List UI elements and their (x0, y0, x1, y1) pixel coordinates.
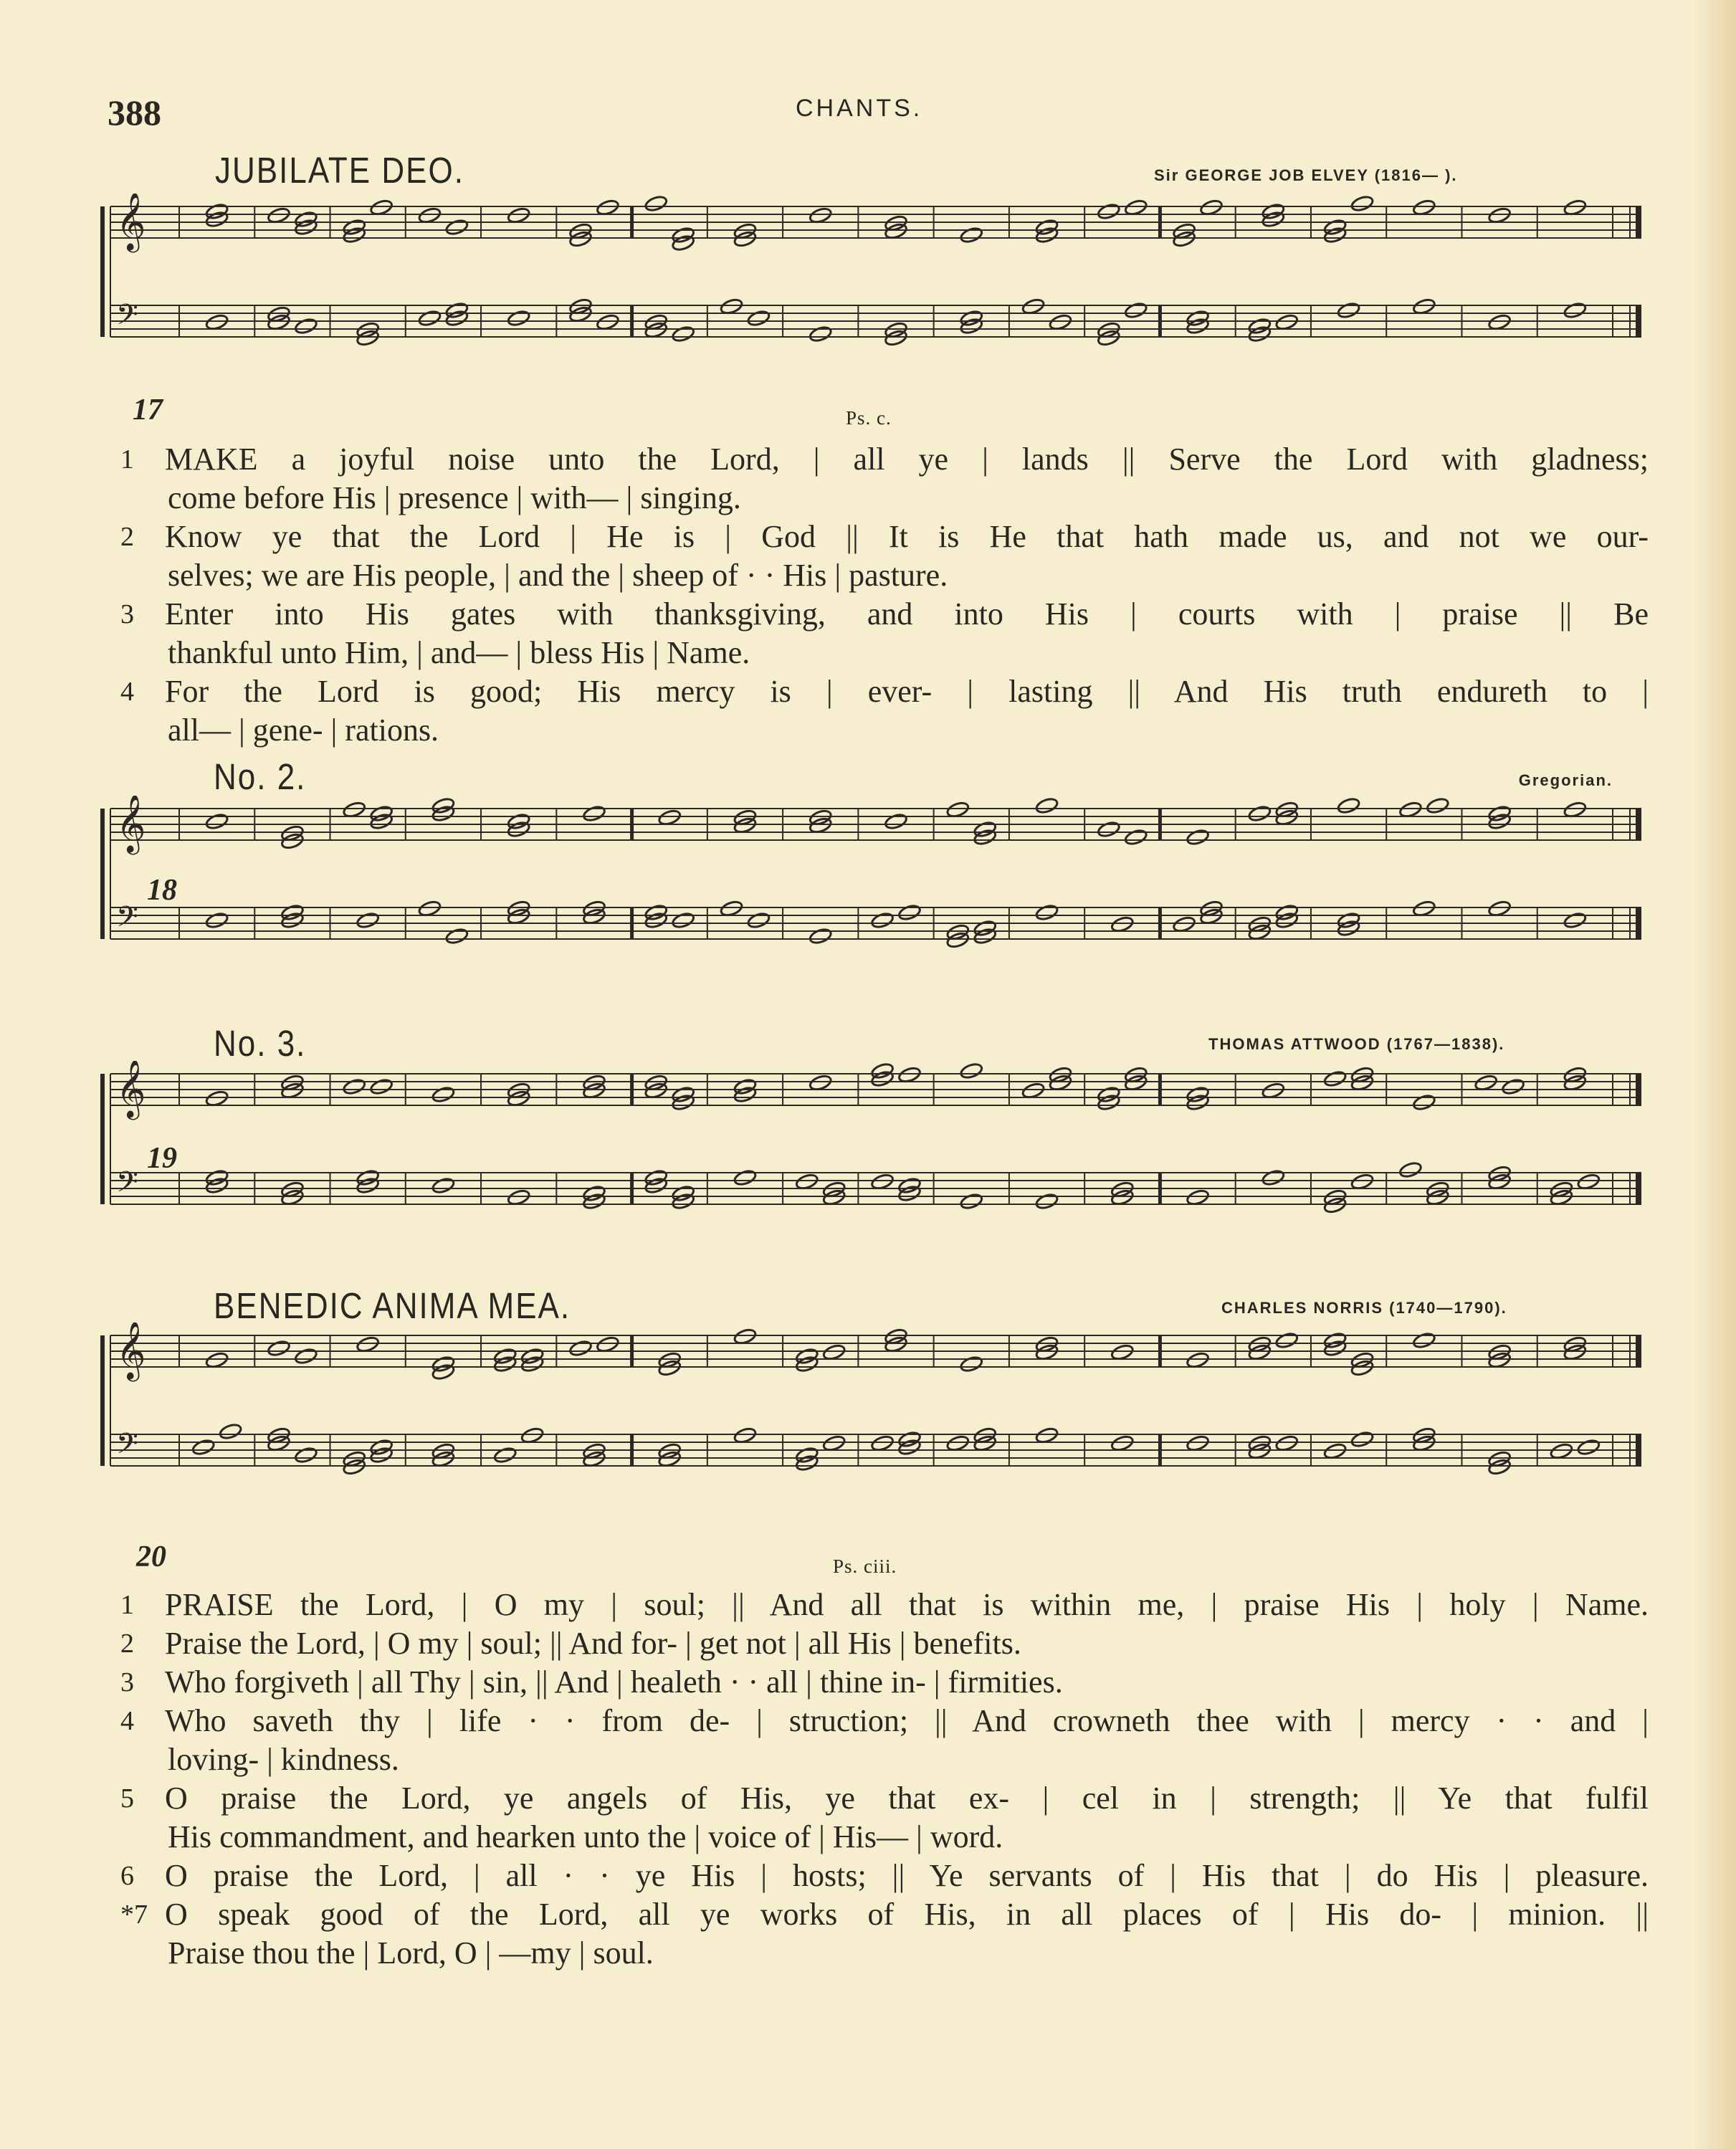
verse-line: PRAISE the Lord, | O my | soul; || And all that is within me, | praise His | holy | Name. (165, 1587, 1649, 1622)
chant-title: No. 2. (214, 757, 307, 798)
psalm-reference: Ps. ciii. (833, 1555, 897, 1577)
psalm-c-verses (115, 440, 1649, 750)
page-number: 388 (108, 92, 161, 133)
staff-engraving (100, 194, 1649, 387)
psalm-reference: Ps. c. (846, 407, 892, 429)
verse-line: Praise the Lord, | O my | soul; || And for- | get not | all His | benefits. (165, 1626, 1021, 1661)
composer-credit: THOMAS ATTWOOD (1767—1838). (1208, 1035, 1505, 1053)
verse (115, 1624, 1649, 1663)
chant-number: 18 (147, 874, 177, 907)
composer-credit: Sir GEORGE JOB ELVEY (1816— ). (1154, 166, 1458, 184)
svg-text:𝄢: 𝄢 (116, 1427, 138, 1467)
verse-line: O praise the Lord, ye angels of His, ye that ex- | cel in | strength; || Ye that fulfil (165, 1781, 1649, 1816)
verse-number: 5 (120, 1783, 134, 1814)
verse-line: O praise the Lord, | all · · ye His | hosts; || Ye servants of | His that | do His | pleasure. (165, 1858, 1649, 1893)
verse-line: Who forgiveth | all Thy | sin, || And | healeth · · all | thine in- | firmities. (165, 1664, 1063, 1700)
verse-line: MAKE a joyful noise unto the Lord, | all ye | lands || Serve the Lord with gladness; (165, 442, 1649, 477)
verse-number: *7 (120, 1900, 148, 1930)
page-edge-shadow (1693, 0, 1736, 2149)
verse-line: loving- | kindness. (168, 1742, 399, 1777)
verse (115, 1895, 1649, 1973)
verse-line: come before His | presence | with— | singing. (168, 480, 741, 515)
verse-number: 2 (120, 522, 134, 552)
verse-line: thankful unto Him, | and— | bless His | Name. (168, 635, 750, 670)
chant-title: No. 3. (214, 1024, 307, 1064)
svg-text:𝄢: 𝄢 (116, 900, 138, 940)
chant-number: 19 (147, 1142, 177, 1175)
verse-line: selves; we are His people, | and the | sheep of · · His | pasture. (168, 558, 948, 593)
verse-line: all— | gene- | rations. (168, 713, 439, 748)
chant-number: 20 (136, 1540, 166, 1573)
svg-text:𝄞: 𝄞 (116, 1323, 146, 1379)
music-system-20 (100, 1323, 1649, 1527)
verse (115, 440, 1649, 518)
verse-line: O speak good of the Lord, all ye works of His, in all places of | His do- | minion. || (165, 1897, 1649, 1932)
staff-engraving (100, 1061, 1649, 1254)
verse-number: 1 (120, 444, 134, 475)
music-system-19 (100, 1061, 1649, 1254)
verse (115, 1586, 1649, 1624)
chant-number: 17 (133, 394, 163, 427)
verse-line: Enter into His gates with thanksgiving, and into His | courts with | praise || Be (165, 596, 1649, 632)
psalm-ciii-verses (115, 1586, 1649, 1973)
verse-number: 3 (120, 599, 134, 629)
verse-number: 2 (120, 1629, 134, 1659)
verse (115, 1779, 1649, 1857)
chant-title: JUBILATE DEO. (215, 151, 464, 191)
running-head: CHANTS. (796, 95, 923, 122)
verse-line: Who saveth thy | life · · from de- | struction; || And crowneth thee with | mercy · · and | (165, 1703, 1649, 1738)
verse-number: 6 (120, 1861, 134, 1891)
verse-line: Know ye that the Lord | He is | God || It is He that hath made us, and not we our- (165, 519, 1649, 554)
verse (115, 1857, 1649, 1895)
staff-engraving (100, 796, 1649, 989)
verse-number: 4 (120, 677, 134, 707)
verse-number: 3 (120, 1667, 134, 1697)
composer-credit: Gregorian. (1518, 771, 1613, 789)
svg-text:𝄢: 𝄢 (116, 298, 138, 338)
verse (115, 1702, 1649, 1779)
verse-number: 1 (120, 1590, 134, 1620)
chant-title: BENEDIC ANIMA MEA. (214, 1286, 571, 1327)
staff-engraving (100, 1323, 1649, 1527)
svg-text:𝄞: 𝄞 (116, 796, 146, 852)
svg-text:𝄞: 𝄞 (116, 194, 146, 250)
verse (115, 1663, 1649, 1702)
verse (115, 672, 1649, 750)
verse (115, 518, 1649, 595)
music-system-18 (100, 796, 1649, 989)
verse-line: For the Lord is good; His mercy is | ever- | lasting || And His truth endureth to | (165, 674, 1649, 709)
svg-text:𝄞: 𝄞 (116, 1061, 146, 1118)
verse-number: 4 (120, 1706, 134, 1736)
verse-line: Praise thou the | Lord, O | —my | soul. (168, 1935, 654, 1971)
music-system-17 (100, 194, 1649, 387)
verse-line: His commandment, and hearken unto the | voice of | His— | word. (168, 1819, 1003, 1854)
verse (115, 595, 1649, 672)
svg-text:𝄢: 𝄢 (116, 1166, 138, 1206)
composer-credit: CHARLES NORRIS (1740—1790). (1221, 1299, 1507, 1317)
